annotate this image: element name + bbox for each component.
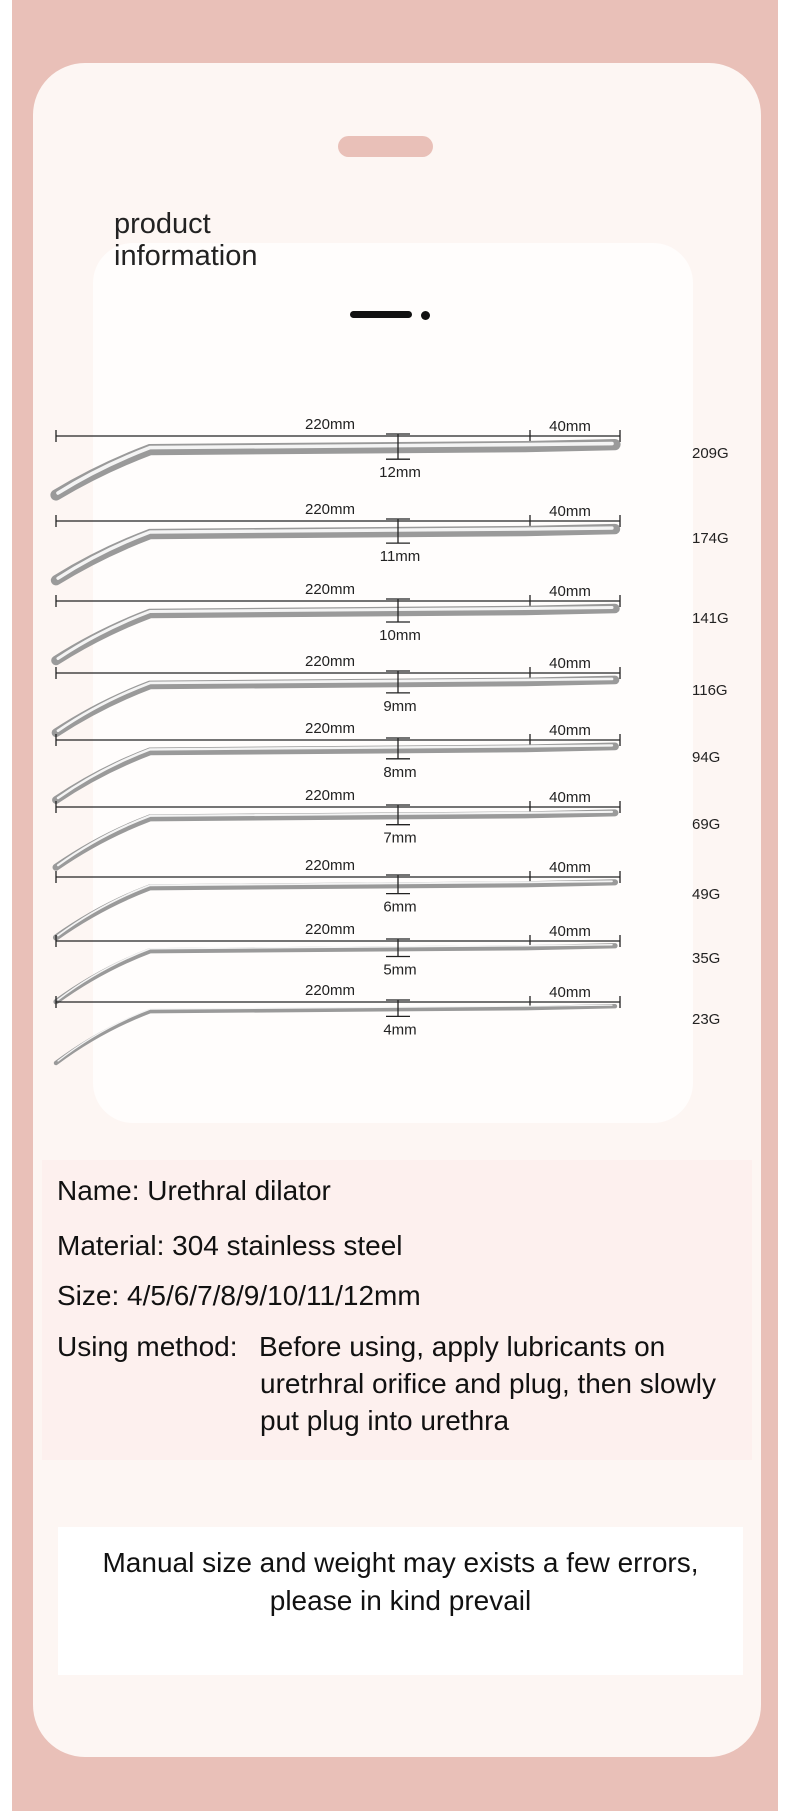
weight-label: 141G bbox=[692, 610, 729, 627]
size-line: Size: 4/5/6/7/8/9/10/11/12mm bbox=[57, 1280, 421, 1311]
diameter-label: 5mm bbox=[383, 961, 417, 979]
length-label: 220mm bbox=[304, 501, 356, 518]
length-label: 220mm bbox=[304, 416, 356, 433]
diameter-label: 7mm bbox=[383, 829, 417, 847]
diameter-label: 4mm bbox=[383, 1021, 417, 1039]
length-label: 220mm bbox=[304, 982, 356, 999]
diameter-label: 9mm bbox=[383, 697, 417, 715]
length-label: 220mm bbox=[304, 857, 356, 874]
method-line-1: Before using, apply lubricants on bbox=[259, 1331, 666, 1362]
tip-length-label: 40mm bbox=[549, 722, 591, 739]
weight-label: 94G bbox=[692, 749, 721, 766]
tip-length-label: 40mm bbox=[549, 655, 591, 672]
tip-length-label: 40mm bbox=[549, 418, 591, 435]
weight-label: 116G bbox=[692, 682, 728, 699]
tip-length-label: 40mm bbox=[549, 859, 591, 876]
tip-length-label: 40mm bbox=[549, 503, 591, 520]
tip-length-label: 40mm bbox=[549, 984, 591, 1001]
length-label: 220mm bbox=[304, 787, 356, 804]
diameter-label: 12mm bbox=[379, 464, 421, 482]
weight-label: 49G bbox=[692, 886, 721, 903]
dilator-rod bbox=[56, 1006, 615, 1063]
length-label: 220mm bbox=[304, 653, 356, 670]
weight-label: 35G bbox=[692, 950, 721, 967]
length-label: 220mm bbox=[304, 720, 356, 737]
length-label: 220mm bbox=[304, 921, 356, 938]
title-line-1: product bbox=[114, 208, 211, 240]
tip-length-label: 40mm bbox=[549, 789, 591, 806]
method-line-3: put plug into urethra bbox=[260, 1405, 510, 1436]
disclaimer-line-2: please in kind prevail bbox=[269, 1585, 532, 1616]
name-line: Name: Urethral dilator bbox=[57, 1175, 331, 1206]
disclaimer-line-1: Manual size and weight may exists a few errors, bbox=[102, 1547, 699, 1578]
title-line-2: information bbox=[114, 240, 258, 272]
weight-label: 209G bbox=[692, 445, 729, 462]
diameter-label: 8mm bbox=[383, 763, 417, 781]
weight-label: 174G bbox=[692, 530, 729, 547]
diameter-label: 6mm bbox=[383, 898, 417, 916]
tip-length-label: 40mm bbox=[549, 923, 591, 940]
tip-length-label: 40mm bbox=[549, 583, 591, 600]
diameter-label: 10mm bbox=[379, 627, 421, 644]
length-label: 220mm bbox=[304, 581, 356, 598]
weight-label: 69G bbox=[692, 816, 721, 833]
disclaimer-box bbox=[58, 1527, 743, 1675]
weight-label: 23G bbox=[692, 1011, 721, 1028]
method-line-2: uretrhral orifice and plug, then slowly bbox=[260, 1368, 717, 1399]
product-details bbox=[42, 1160, 752, 1460]
diameter-label: 11mm bbox=[379, 548, 421, 566]
material-line: Material: 304 stainless steel bbox=[57, 1230, 403, 1261]
method-label: Using method: bbox=[57, 1331, 238, 1362]
